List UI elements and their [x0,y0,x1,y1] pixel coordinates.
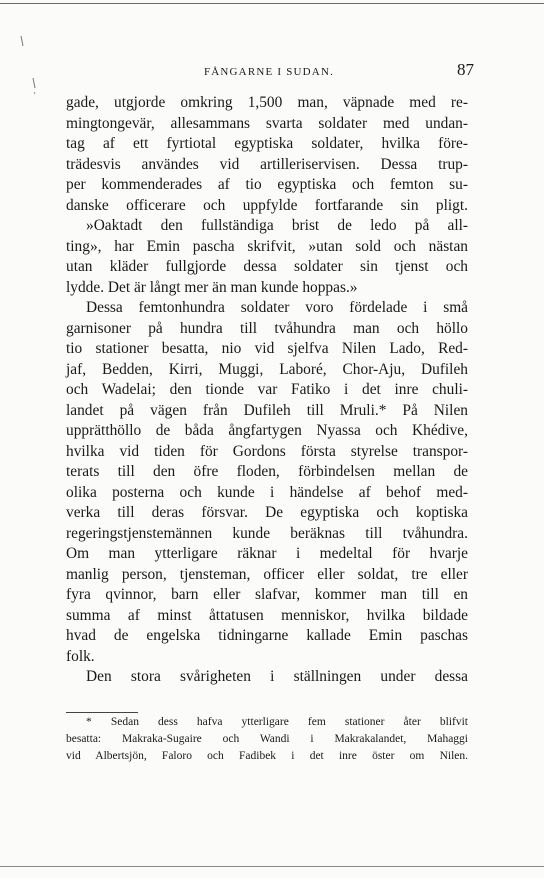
text-line: hvilka vid tiden för Gordons första styrelse transpor- [66,442,468,460]
text-line: landet på vägen från Dufileh till Mruli.* På Nilen [66,401,468,419]
top-page-edge-rule [0,3,544,4]
text-line: Den stora svårigheten i ställningen under dessa [86,668,468,685]
text-line: danske officerare och uppfylde fortfarande sin pligt. [66,196,468,214]
bottom-page-edge-rule [0,866,544,867]
text-line: terats till den öfre floden, förbindelsen mellan de [66,463,468,480]
text-line: tio stationer besatta, nio vid sjelfva Nilen Lado, Red- [66,340,468,357]
footnote-line: besatta: Makraka-Sugaire och Wandi i Makrakalandet, Mahaggi [66,733,468,745]
margin-pencil-marks [18,36,38,106]
footnote-line: * Sedan dess hafva ytterligare fem stationer åter blifvit [86,716,468,728]
text-line: olika posterna och kunde i händelse af behof med- [66,483,468,501]
text-line: garnisoner på hundra till tvåhundra man och höllo [66,319,468,337]
footnote-rule [66,712,138,713]
text-line: utan kläder fullgjorde dessa soldater sin tjenst och [66,258,468,275]
text-line: verka till deras försvar. De egyptiska och koptiska [66,504,468,521]
text-line: Om man ytterligare räknar i medeltal för hvarje [66,545,468,562]
text-line: summa af minst åttatusen menniskor, hvilka bildade [66,606,468,624]
text-line: manlig person, tjensteman, officer eller soldat, tre eller [66,565,468,583]
text-line: mingtongevär, allesammans svarta soldater med undan- [66,114,468,132]
text-line: folk. [66,647,95,665]
text-line: tag af ett fyrtiotal egyptiska soldater, hvilka före- [66,135,468,152]
running-title: FÅNGARNE I SUDAN. [203,66,335,78]
text-line: ting», har Emin pascha skrifvit, »utan sold och nästan [66,237,468,255]
text-line: regeringstjenstemännen kunde beräknas till tvåhundra. [66,524,468,542]
text-line: gade, utgjorde omkring 1,500 man, väpnade med re- [66,94,468,111]
text-line: och Wadelai; den tionde var Fatiko i det inre chuli- [66,381,468,398]
footnote [66,714,468,765]
body-text [66,93,468,688]
text-line: hvad de engelska tidningarne kallade Emin paschas [66,627,468,644]
footnote-line: vid Albertsjön, Faloro och Fadibek i det inre öster om Nilen. [66,750,468,762]
page-header [64,60,474,86]
text-line: per kommenderades af tio egyptiska och femton su- [66,176,468,193]
text-line: »Oaktadt den fullständiga brist de ledo på all- [86,217,468,234]
text-line: lydde. Det är långt mer än man kunde hoppas.» [66,278,358,296]
text-line: Dessa femtonhundra soldater voro fördelade i små [86,299,468,316]
text-line: jaf, Bedden, Kirri, Muggi, Laboré, Chor-Aju, Dufileh [66,360,468,378]
text-line: trädesvis användes vid artilleriservisen. Dessa trup- [66,155,468,173]
page-number: 87 [457,60,474,79]
text-line: fyra qvinnor, barn eller slafvar, kommer man till en [66,586,468,603]
text-line: upprätthöllo de båda ångfartygen Nyassa och Khédive, [66,422,468,439]
